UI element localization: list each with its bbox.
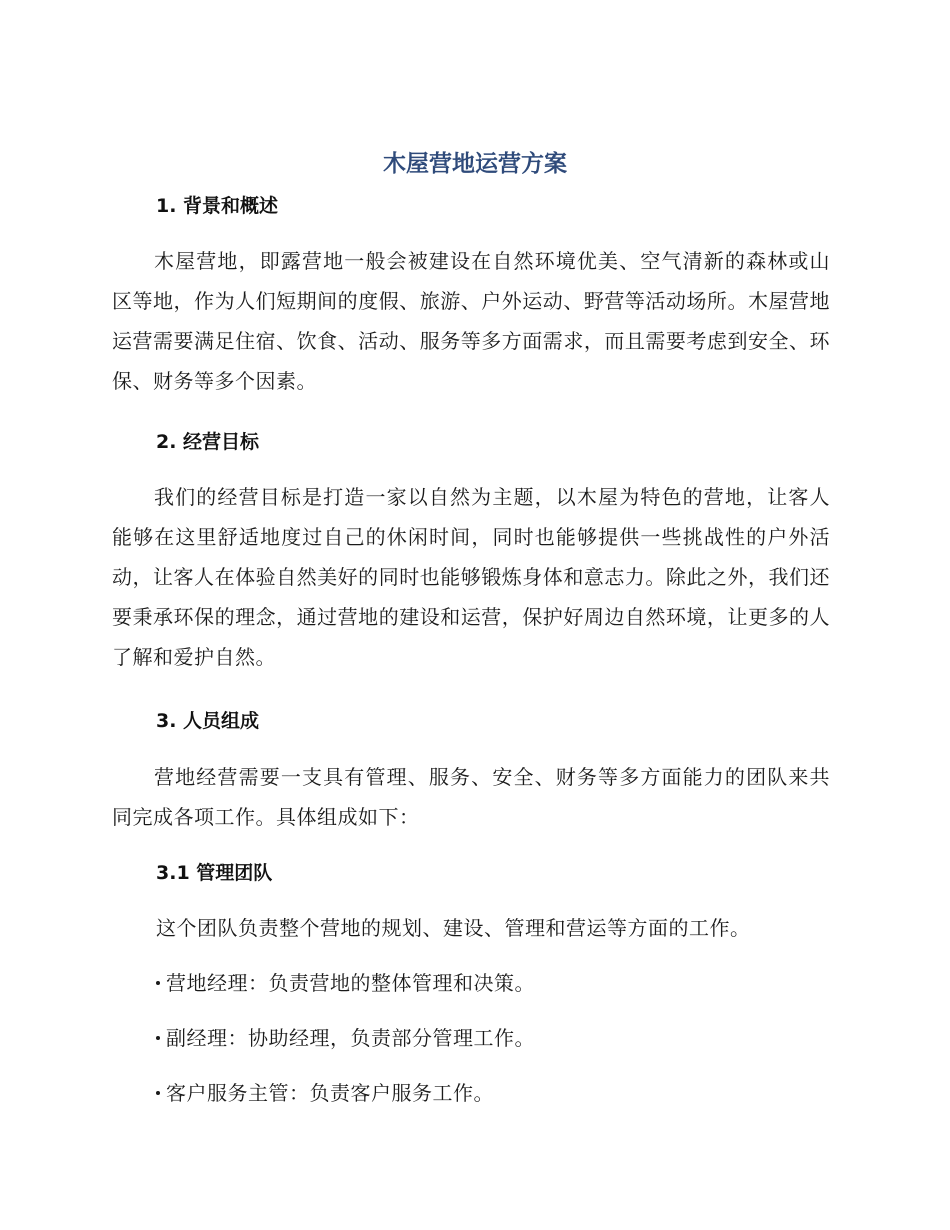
subsection-heading-management: 3.1 管理团队 <box>156 862 273 884</box>
section-heading-staff: 3. 人员组成 <box>156 710 260 732</box>
list-item-text: 副经理：协助经理，负责部分管理工作。 <box>166 1026 535 1050</box>
section-heading-background: 1. 背景和概述 <box>156 195 279 217</box>
section-heading-goals: 2. 经营目标 <box>156 431 260 453</box>
list-item <box>156 1023 535 1053</box>
bullet-icon <box>156 981 160 985</box>
bullet-icon <box>156 1091 160 1095</box>
section-paragraph-goals: 我们的经营目标是打造一家以自然为主题，以木屋为特色的营地，让客人能够在这里舒适地度过自己的休闲时间，同时也能够提供一些挑战性的户外活动，让客人在体验自然美好的同时也能够锻炼身体和意志力。除此之外，我们还要秉承环保的理念，通过营地的建设和运营，保护好周边自然环境，让更多的人了解和爱护自然。 <box>112 485 830 669</box>
section-paragraph-background: 木屋营地，即露营地一般会被建设在自然环境优美、空气清新的森林或山区等地，作为人们短期间的度假、旅游、户外运动、野营等活动场所。木屋营地运营需要满足住宿、饮食、活动、服务等多方面需求，而且需要考虑到安全、环保、财务等多个因素。 <box>112 249 830 393</box>
section-paragraph-staff: 营地经营需要一支具有管理、服务、安全、财务等多方面能力的团队来共同完成各项工作。具体组成如下： <box>112 765 830 829</box>
bullet-icon <box>156 1036 160 1040</box>
subsection-intro: 这个团队负责整个营地的规划、建设、管理和营运等方面的工作。 <box>156 916 751 940</box>
list-item <box>156 1078 494 1108</box>
document-title: 木屋营地运营方案 <box>383 151 567 177</box>
list-item-text: 客户服务主管：负责客户服务工作。 <box>166 1081 494 1105</box>
list-item <box>156 968 535 998</box>
list-item-text: 营地经理：负责营地的整体管理和决策。 <box>166 971 535 995</box>
